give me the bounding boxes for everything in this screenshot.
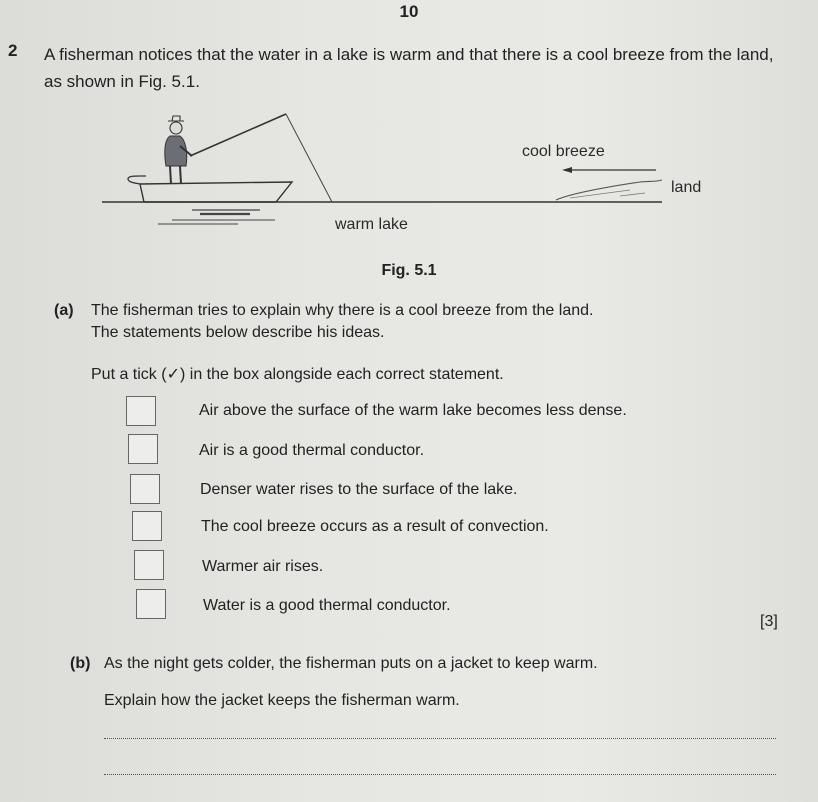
land-shape [556, 180, 662, 200]
tick-box-5[interactable] [134, 550, 164, 580]
boat-hull [140, 182, 292, 202]
part-a-text-line-2: The statements below describe his ideas. [91, 324, 385, 341]
tick-box-1[interactable] [126, 396, 156, 426]
part-b-label: (b) [70, 655, 91, 672]
question-stem-line-1: A fisherman notices that the water in a lake is warm and that there is a cool breeze from the land, [44, 45, 774, 64]
answer-line-1[interactable] [104, 738, 776, 739]
figure-caption: Fig. 5.1 [381, 262, 437, 279]
boat-rim [128, 176, 146, 184]
cool-breeze-label: cool breeze [522, 143, 605, 160]
tick-box-3[interactable] [130, 474, 160, 504]
page-number: 10 [399, 2, 419, 21]
tick-box-6[interactable] [136, 589, 166, 619]
fisherman-head [170, 122, 182, 134]
question-stem-line-2: as shown in Fig. 5.1. [44, 72, 200, 91]
fig-5-1-diagram [100, 110, 740, 240]
fisherman-leg [170, 166, 171, 184]
question-stem [44, 41, 774, 95]
part-a-text-line-1: The fisherman tries to explain why there is a cool breeze from the land. [91, 302, 594, 319]
tick-box-2[interactable] [128, 434, 158, 464]
question-number: 2 [8, 41, 18, 60]
statement-2: Air is a good thermal conductor. [199, 442, 425, 459]
part-a-marks: [3] [760, 613, 778, 630]
part-a-instruction: Put a tick (✓) in the box alongside each correct statement. [91, 366, 504, 383]
part-b-prompt: Explain how the jacket keeps the fisherman warm. [104, 692, 460, 709]
part-b-text: As the night gets colder, the fisherman puts on a jacket to keep warm. [104, 655, 598, 672]
fisherman-leg [180, 166, 181, 184]
statement-1: Air above the surface of the warm lake becomes less dense. [199, 402, 627, 419]
statement-5: Warmer air rises. [202, 558, 324, 575]
fishing-line [286, 114, 332, 202]
fisherman-hat [168, 116, 184, 121]
part-a-label: (a) [54, 302, 74, 319]
fishing-rod [190, 114, 286, 156]
land-hatching [570, 190, 645, 198]
fisherman-figure [165, 116, 192, 184]
breeze-arrowhead [562, 167, 572, 173]
statement-3: Denser water rises to the surface of the lake. [200, 481, 518, 498]
warm-lake-label: warm lake [335, 216, 408, 233]
answer-line-2[interactable] [104, 774, 776, 775]
statement-4: The cool breeze occurs as a result of convection. [201, 518, 549, 535]
tick-box-4[interactable] [132, 511, 162, 541]
fisherman-body [165, 136, 187, 166]
land-label: land [671, 179, 702, 196]
statement-6: Water is a good thermal conductor. [203, 597, 451, 614]
